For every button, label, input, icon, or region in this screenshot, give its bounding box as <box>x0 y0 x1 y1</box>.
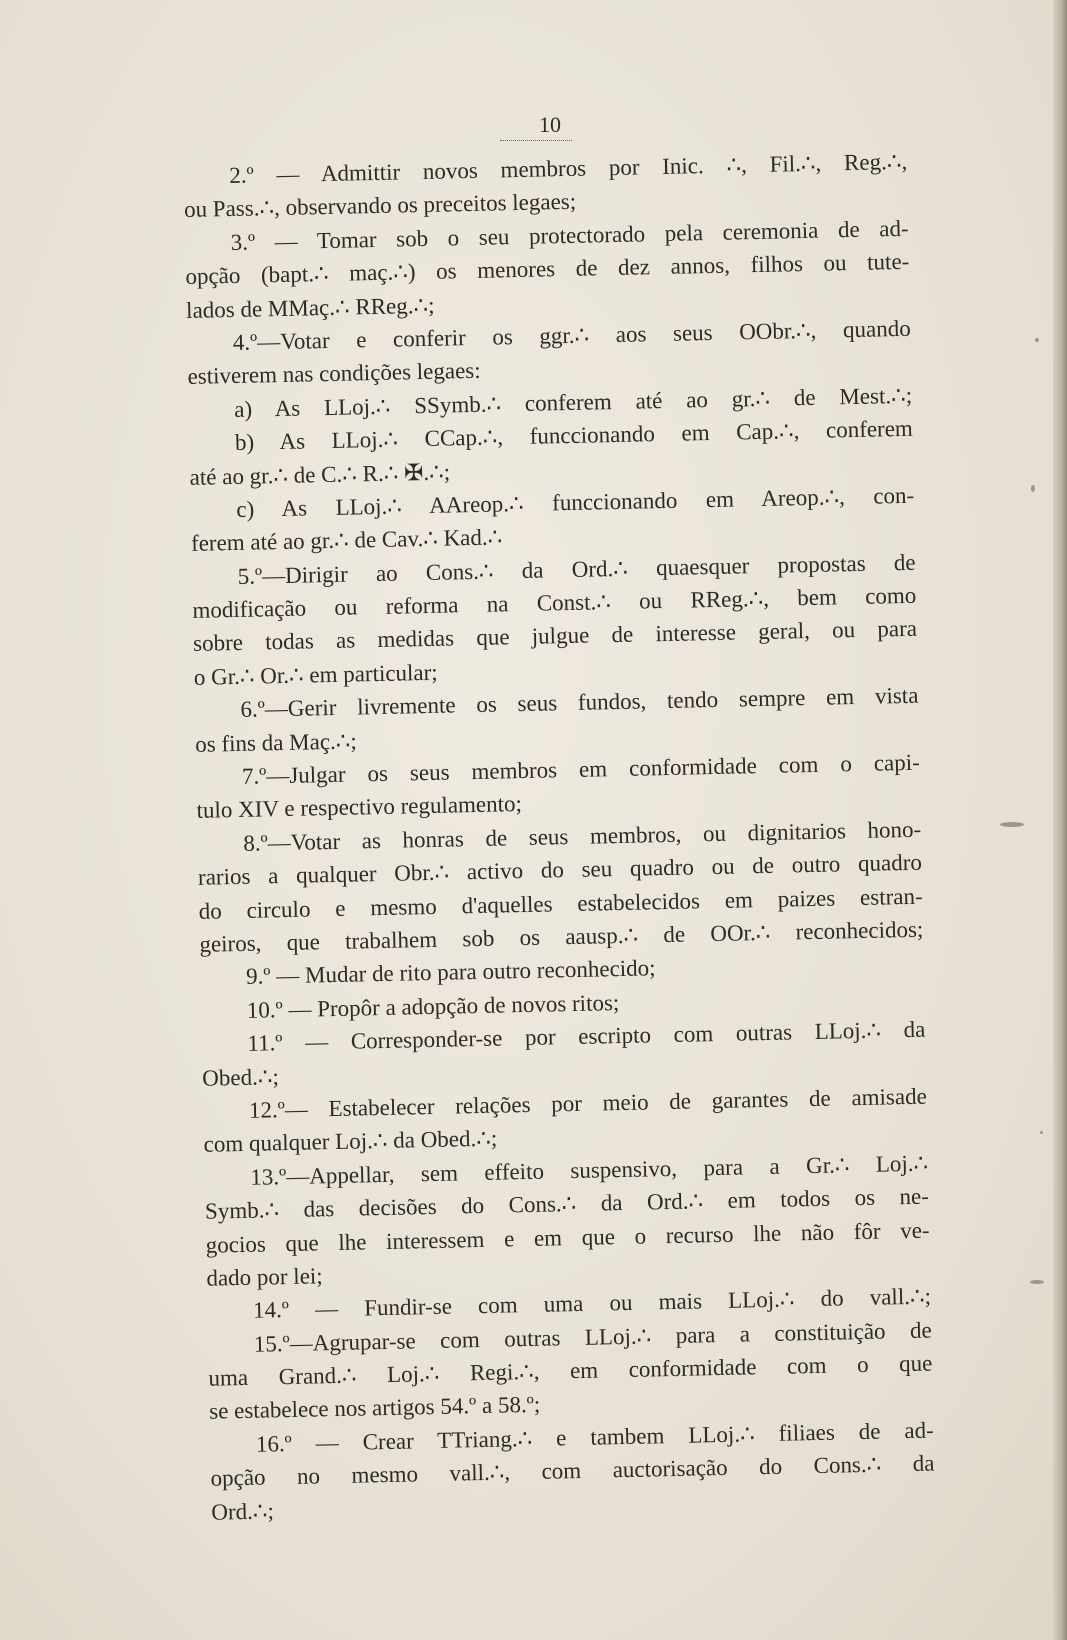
text-line: uma Grand.∴ Loj.∴ Regi.∴, em conformidade com o que <box>208 1350 933 1391</box>
text-line: do circulo e mesmo d'aquelles estabelecidos em paizes estran- <box>198 883 923 924</box>
paper-speck <box>1000 822 1024 827</box>
text-line: Ord.∴; <box>211 1498 275 1525</box>
text-line: 4.º—Votar e conferir os ggr.∴ aos seus OObr.∴, quando <box>232 315 911 355</box>
text-line: 6.º—Gerir livremente os seus fundos, tendo sempre em vista <box>240 682 919 723</box>
text-line: 5.º—Dirigir ao Cons.∴ da Ord.∴ quaesquer propostas de <box>237 549 916 589</box>
text-line: opção no mesmo vall.∴, com auctorisação do Cons.∴ da <box>210 1450 935 1491</box>
text-line: rarios a qualquer Obr.∴ activo do seu quadro ou de outro quadro <box>197 849 923 891</box>
text-line: ou Pass.∴, observando os preceitos legaes; <box>183 189 577 223</box>
text-line: 3.º — Tomar sob o seu protectorado pela ceremonia de ad- <box>230 215 909 255</box>
text-line: 12.º— Estabelecer relações por meio de garantes de amisade <box>248 1083 928 1123</box>
text-line: modificação ou reforma na Const.∴ ou RReg.∴, bem como <box>192 582 917 623</box>
text-line: estiverem nas condições legaes: <box>187 358 481 390</box>
text-line: 7.º—Julgar os seus membros em conformidade com o capi- <box>241 749 921 789</box>
text-line: 14.º — Fundir-se com uma ou mais LLoj.∴ do vall.∴; <box>252 1283 932 1324</box>
paper-speck <box>1030 1280 1044 1284</box>
text-line: lados de MMaç.∴ RReg.∴; <box>185 292 435 323</box>
text-line: tulo XIV e respectivo regulamento; <box>196 791 523 824</box>
page-number: 10 <box>539 112 561 137</box>
text-line: sobre todas as medidas que julgue de interesse geral, ou para <box>192 616 918 657</box>
page-edge <box>1053 0 1067 1640</box>
text-line: 15.º—Agrupar-se com outras LLoj.∴ para a constituição de <box>253 1317 932 1357</box>
text-line: 8.º—Votar as honras de seus membros, ou dignitarios hono- <box>243 816 922 856</box>
text-line: 16.º — Crear TTriang.∴ e tambem LLoj.∴ filiaes de ad- <box>255 1417 935 1457</box>
text-line: 11.º — Corresponder-se por escripto com outras LLoj.∴ da <box>247 1016 926 1056</box>
text-line: b) As LLoj.∴ CCap.∴, funccionando em Cap.∴, conferem <box>234 415 914 456</box>
text-line: 10.º — Propôr a adopção de novos ritos; <box>246 989 620 1023</box>
text-line: os fins da Maç.∴; <box>194 728 358 757</box>
body-text <box>183 145 936 1529</box>
paper-speck <box>1031 485 1035 492</box>
text-line: dado por lei; <box>206 1263 323 1291</box>
text-line: ferem até ao gr.∴ de Cav.∴ Kad.∴ <box>190 524 503 557</box>
text-line: se estabelece nos artigos 54.º a 58.º; <box>208 1392 541 1425</box>
text-line: Obed.∴; <box>201 1063 280 1091</box>
text-line: até ao gr.∴ de C.∴ R.∴ ✠.∴; <box>189 458 451 490</box>
text-line: 2.º — Admittir novos membros por Inic. ∴, Fil.∴, Reg.∴, <box>229 148 908 189</box>
paper-speck <box>1040 1131 1043 1134</box>
text-line: 13.º—Appellar, sem effeito suspensivo, para a Gr.∴ Loj.∴ <box>250 1150 929 1190</box>
text-line: geiros, que trabalhem sob os aausp.∴ de OOr.∴ reconhecidos; <box>199 916 924 957</box>
text-line: com qualquer Loj.∴ da Obed.∴; <box>203 1125 498 1158</box>
text-line: a) As LLoj.∴ SSymb.∴ conferem até ao gr.∴ de Mest.∴; <box>233 382 913 422</box>
text-line: gocios que lhe interessem e em que o recurso lhe não fôr ve- <box>205 1217 930 1258</box>
page-number-rule <box>500 140 572 141</box>
paper-speck <box>1035 338 1039 342</box>
text-line: c) As LLoj.∴ AAreop.∴ funccionando em Areop.∴, con- <box>236 482 915 522</box>
text-line: opção (bapt.∴ maç.∴) os menores de dez annos, filhos ou tute- <box>185 248 910 290</box>
text-line: 9.º — Mudar de rito para outro reconhecido; <box>245 955 656 990</box>
text-line: Symb.∴ das decisões do Cons.∴ da Ord.∴ em todos os ne- <box>204 1183 930 1224</box>
text-line: o Gr.∴ Or.∴ em particular; <box>193 659 438 690</box>
